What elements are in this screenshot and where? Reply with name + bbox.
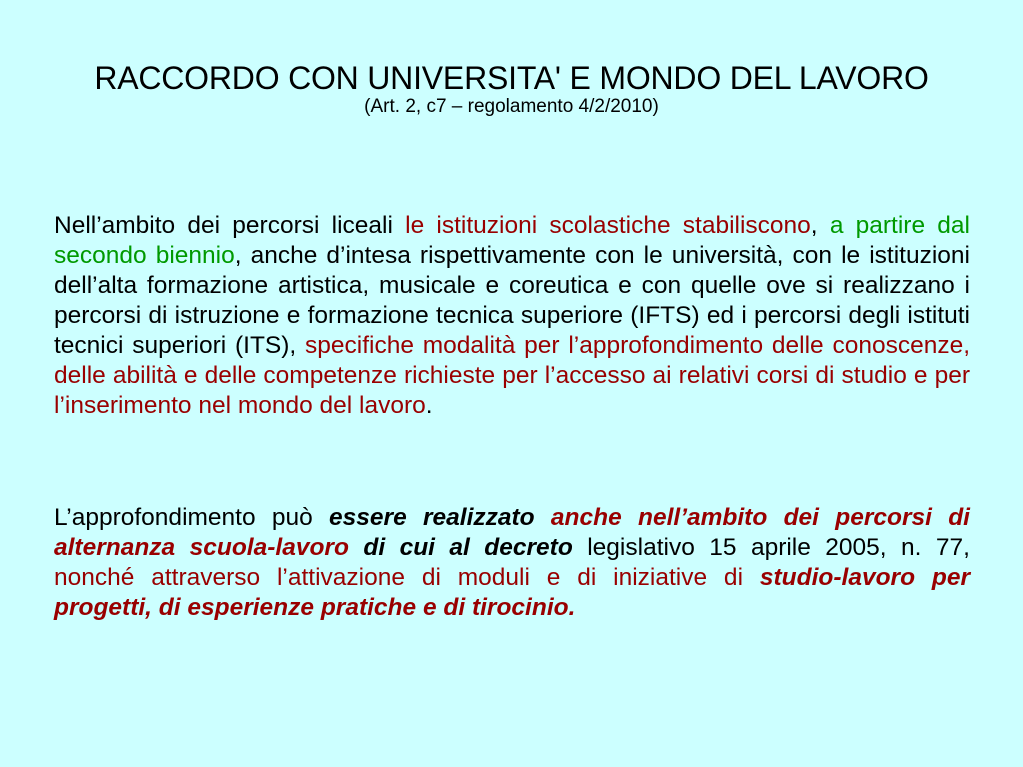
paragraph-2-red-bold-italic: studio-lavoro per progetti, di esperienze pratiche e di tirocinio. (54, 564, 970, 621)
paragraph-2-bold-italic: essere realizzato (329, 504, 535, 531)
paragraph-1-text: , (810, 212, 830, 239)
slide-title: RACCORDO CON UNIVERSITA' E MONDO DEL LAVORO (94, 60, 929, 96)
slide-subtitle: (Art. 2, c7 – regolamento 4/2/2010) (364, 96, 659, 117)
paragraph-1-red-highlight: le istituzioni scolastiche stabiliscono (405, 212, 811, 239)
paragraph-2-red-highlight: nonché attraverso l’attivazione di moduli e di iniziative di (54, 564, 760, 591)
paragraph-1-text: Nell’ambito dei percorsi liceali (54, 212, 406, 239)
paragraph-1-text: . (425, 392, 433, 419)
paragraph-1-green-highlight: a partire dal secondo biennio (54, 212, 970, 269)
paragraph-1-red-highlight: specifiche modalità per l’approfondimento delle conoscenze, delle abilità e delle competenze richieste per l’accesso ai relativi corsi di studio e per l’inserimento nel mondo del lavoro (54, 332, 971, 419)
paragraph-2-text: legislativo 15 aprile 2005, n. 77, (572, 534, 970, 561)
paragraph-1-text: , anche d’intesa rispettivamente con le università, con le istituzioni dell’alta formazione artistica, musicale e coreutica e con quelle ove si realizzano i percorsi di istruzione e formazione tecnica superiore (IFTS) ed i percorsi degli istituti tecnici superiori (ITS), (54, 242, 971, 359)
paragraph-2-bold-italic: di cui al decreto (363, 534, 573, 561)
paragraph-2-text (535, 504, 551, 531)
paragraph-1 (54, 211, 970, 421)
paragraph-2-text (349, 534, 363, 561)
paragraph-2 (54, 503, 970, 623)
paragraph-2-red-bold-italic: anche nell’ambito dei percorsi di alternanza scuola-lavoro (54, 504, 970, 561)
paragraph-2-text: L’approfondimento può (54, 504, 330, 531)
